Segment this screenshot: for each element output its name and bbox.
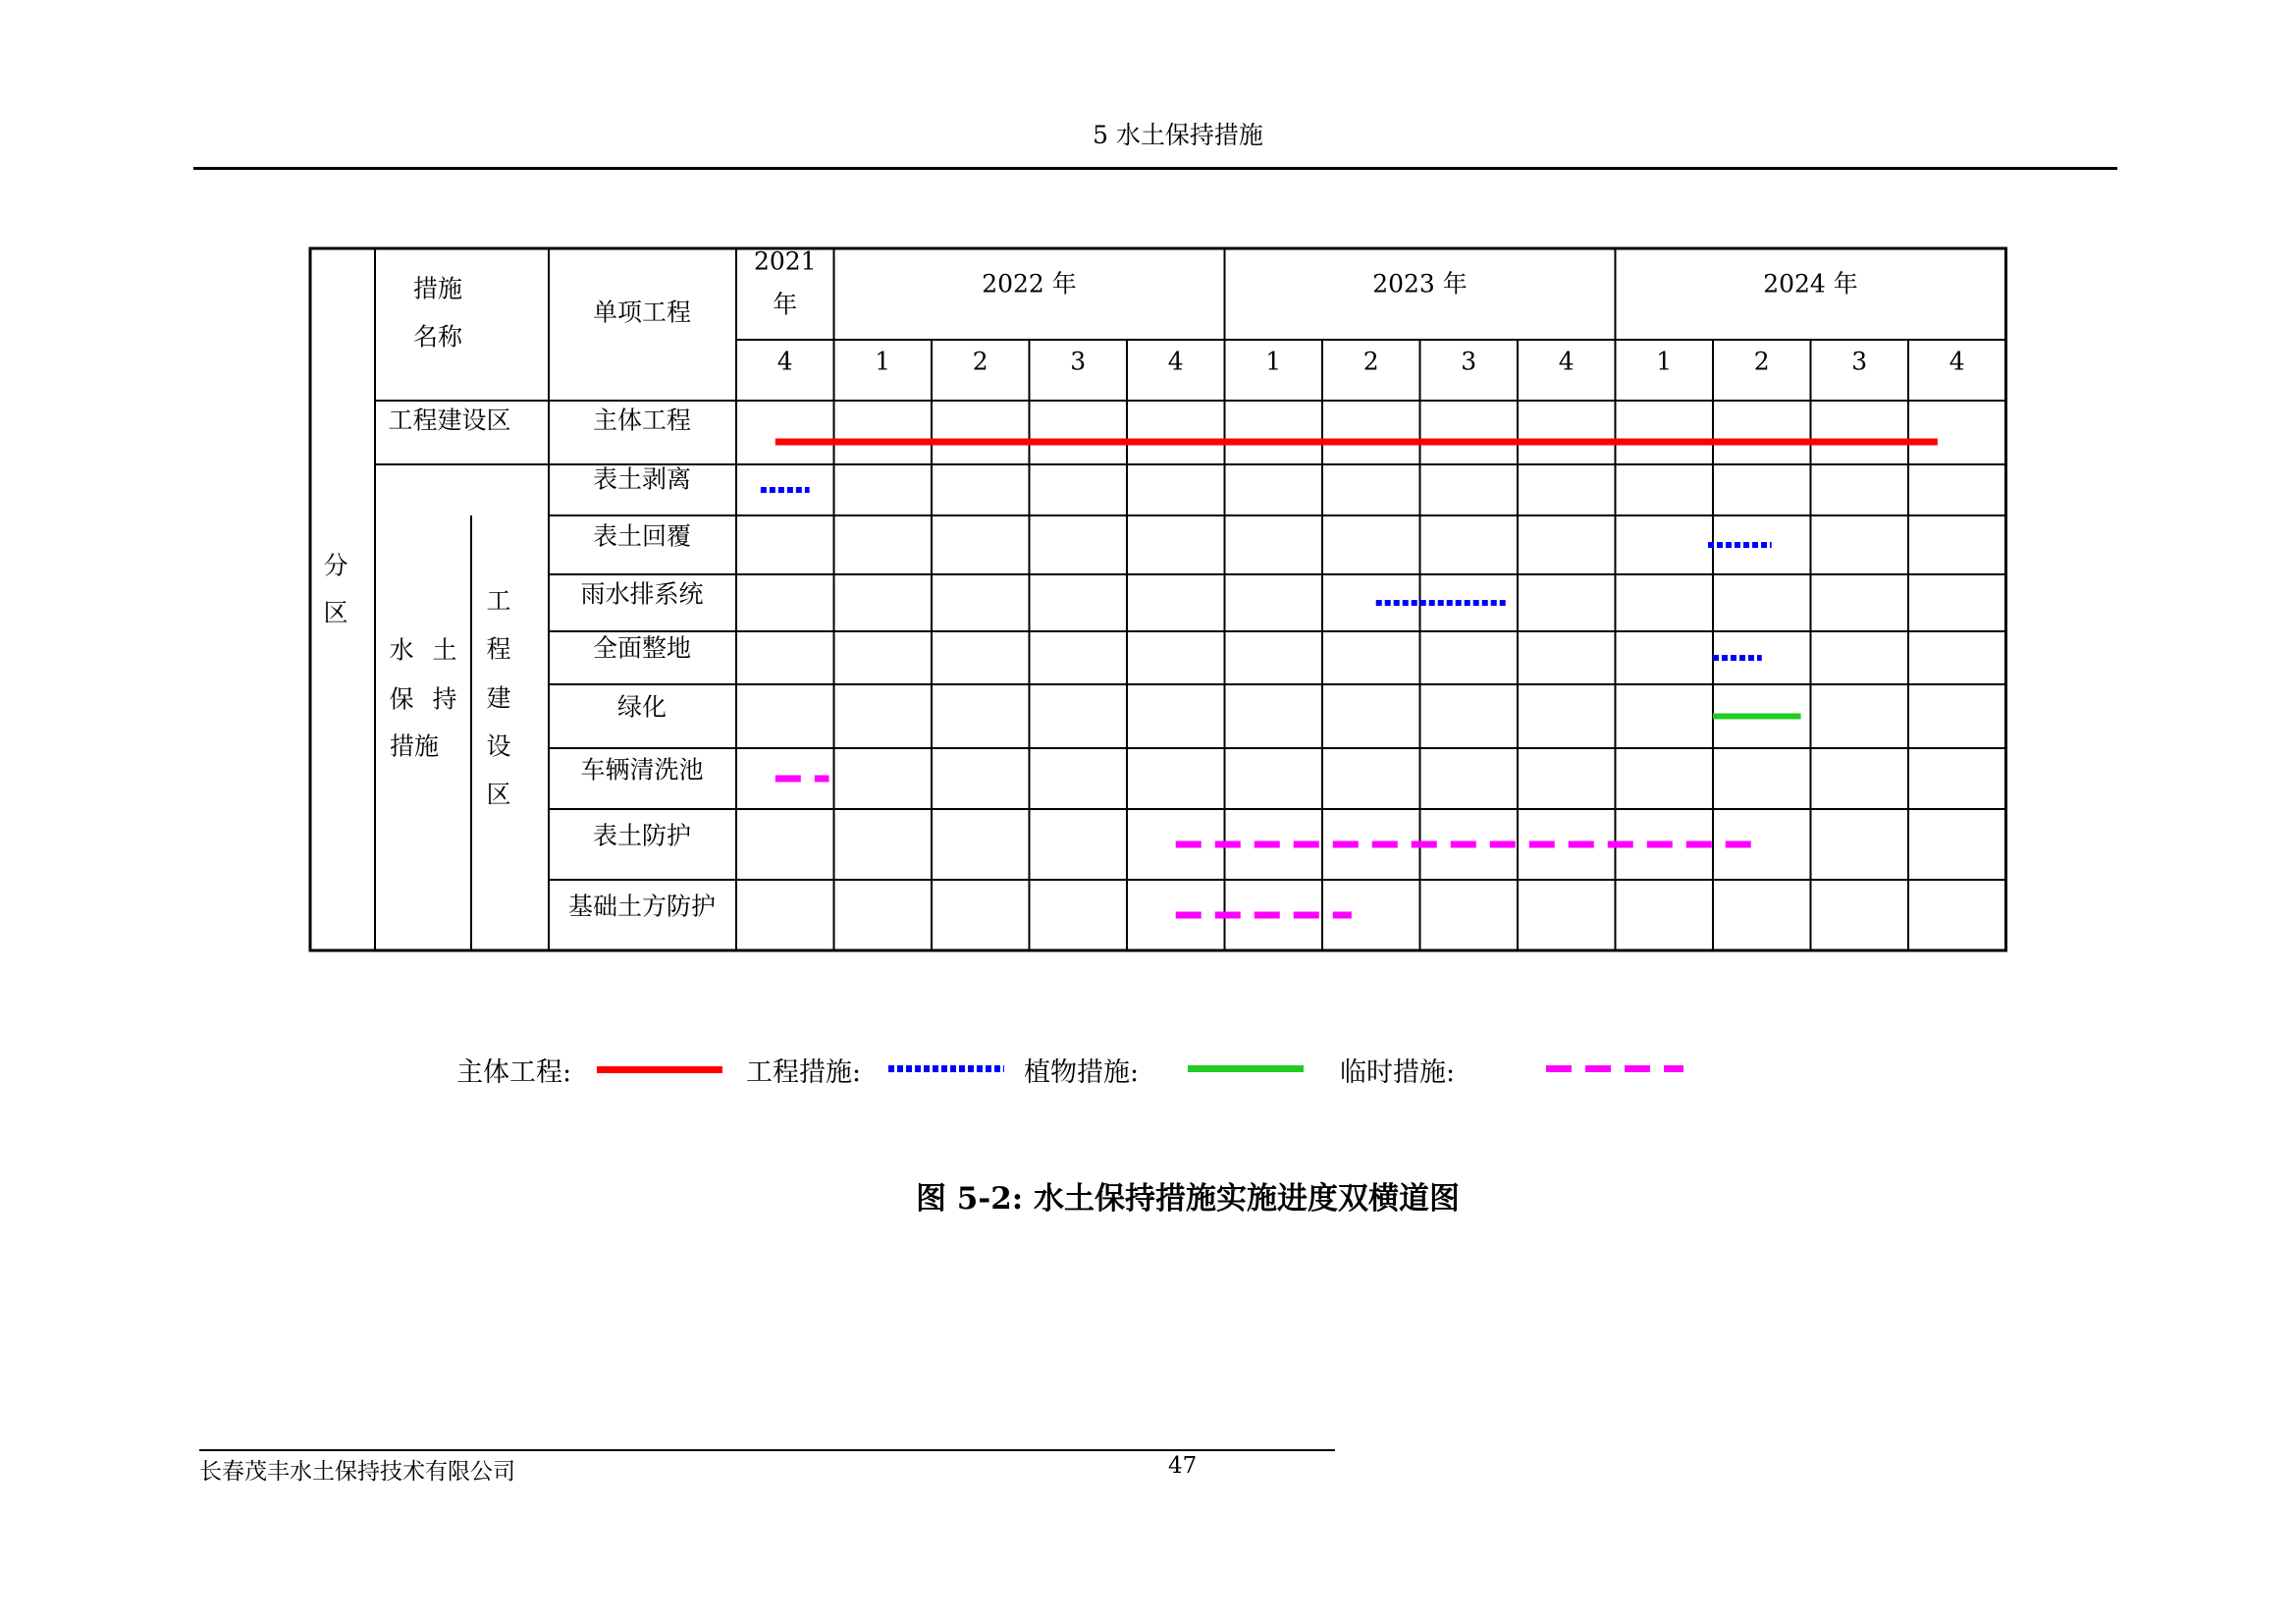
- group-eng-zone-char: 建: [486, 683, 511, 713]
- quarter-label: 1: [875, 347, 891, 376]
- row-item-label: 雨水排系统: [580, 579, 704, 609]
- row-item-label: 主体工程: [592, 406, 692, 435]
- measure-name-header: 名称: [412, 322, 463, 352]
- row-item-label: 车辆清洗池: [580, 755, 704, 785]
- group-construction-zone: 工程建设区: [388, 406, 511, 435]
- table-grid: [310, 248, 2006, 950]
- zone-header-char: 区: [323, 598, 348, 627]
- group-eng-zone-char: 区: [486, 780, 511, 809]
- zone-header-char: 分: [323, 551, 348, 580]
- table-border: [310, 248, 2006, 950]
- row-item-label: 表土回覆: [592, 521, 692, 551]
- quarter-label: 2: [1362, 347, 1379, 376]
- quarter-label: 4: [1558, 347, 1575, 376]
- footer-page-number: 47: [1168, 1453, 1198, 1479]
- year-label: 2021: [753, 246, 817, 276]
- group-eng-zone-char: 设: [486, 731, 511, 761]
- legend-vegetation-swatch: [1188, 1065, 1304, 1072]
- page-header-title: 5 水土保持措施: [1093, 121, 1263, 149]
- figure-caption: 图 5-2: 水土保持措施实施进度双横道图: [915, 1181, 1461, 1217]
- legend-vegetation-label: 植物措施:: [1024, 1057, 1140, 1088]
- quarter-label: 4: [776, 347, 793, 376]
- quarter-label: 4: [1949, 347, 1965, 376]
- group-swc-char: 水: [389, 635, 414, 665]
- footer-rule: [199, 1449, 1335, 1451]
- group-swc-char: 措施: [389, 731, 440, 761]
- row-item-label: 基础土方防护: [567, 892, 717, 921]
- table-labels: [323, 247, 1964, 921]
- quarter-label: 2: [972, 347, 988, 376]
- year-label: 2024 年: [1763, 269, 1858, 298]
- legend-main-swatch: [597, 1066, 722, 1073]
- legend-temporary-label: 临时措施:: [1340, 1057, 1456, 1088]
- row-item-label: 表土防护: [592, 821, 692, 850]
- measure-name-header: 措施: [412, 274, 463, 303]
- group-swc-char: 土: [432, 635, 457, 665]
- year-label: 2023 年: [1372, 269, 1468, 298]
- schedule-bars: [761, 442, 1938, 915]
- legend-engineering-label: 工程措施:: [746, 1057, 862, 1088]
- legend-main-label: 主体工程:: [456, 1057, 572, 1088]
- row-item-label: 表土剥离: [592, 464, 692, 494]
- quarter-label: 3: [1461, 347, 1477, 376]
- group-eng-zone-char: 程: [486, 634, 511, 664]
- group-swc-char: 持: [432, 684, 457, 714]
- row-item-label: 全面整地: [592, 633, 692, 663]
- quarter-label: 3: [1851, 347, 1868, 376]
- quarter-label: 1: [1656, 347, 1673, 376]
- legend-temporary-swatch: [1546, 1065, 1683, 1072]
- legend-engineering-swatch: [888, 1065, 1004, 1072]
- quarter-label: 3: [1070, 347, 1087, 376]
- row-item-label: 绿化: [616, 692, 667, 722]
- group-swc-char: 保: [389, 684, 414, 714]
- quarter-label: 4: [1167, 347, 1184, 376]
- footer-company: 长春茂丰水土保持技术有限公司: [199, 1459, 515, 1485]
- year-label: 2022 年: [982, 269, 1077, 298]
- quarter-label: 1: [1265, 347, 1282, 376]
- year-label-suffix: 年: [773, 290, 798, 319]
- quarter-label: 2: [1753, 347, 1770, 376]
- item-header: 单项工程: [592, 298, 692, 327]
- group-eng-zone-char: 工: [486, 586, 511, 616]
